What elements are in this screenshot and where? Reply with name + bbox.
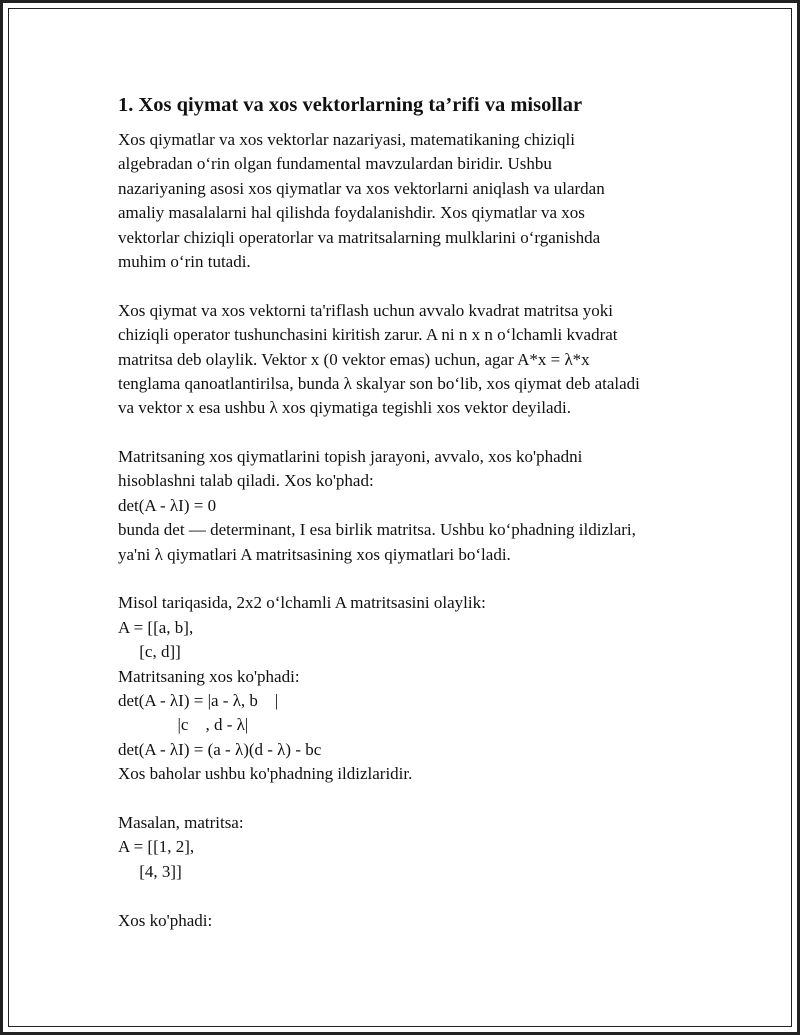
document-content: [118, 92, 698, 933]
paragraph-numeric-example: [118, 811, 698, 884]
text-line: Xos qiymatlar va xos vektorlar nazariyasi, matematikaning chiziqli: [118, 130, 575, 149]
text-line: bunda det — determinant, I esa birlik matritsa. Ushbu ko‘phadning ildizlari,: [118, 520, 636, 540]
paragraph-definition: [118, 299, 698, 421]
formula-line: det(A - λI) = (a - λ)(d - λ) - bc: [118, 739, 322, 759]
matrix-line: A = [[1, 2],: [118, 837, 195, 857]
text-line: Misol tariqasida, 2x2 o‘lchamli A matritsasini olaylik:: [118, 593, 486, 613]
matrix-line: A = [[a, b],: [118, 617, 194, 637]
paragraph-2x2-example: [118, 591, 698, 786]
paragraph-polynomial-label: [118, 909, 698, 933]
text-line: Matritsaning xos qiymatlarini topish jarayoni, avvalo, xos ko'phadni: [118, 447, 583, 467]
matrix-line: [c, d]]: [118, 642, 181, 662]
text-line: hisoblashni talab qiladi. Xos ko'phad:: [118, 471, 374, 491]
text-line: Xos baholar ushbu ko'phadning ildizlaridir.: [118, 764, 413, 784]
section-heading: 1. Xos qiymat va xos vektorlarning ta’rifi va misollar: [118, 94, 583, 116]
text-line: Xos qiymat va xos vektorni ta'riflash uchun avvalo kvadrat matritsa yoki: [118, 300, 614, 320]
text-line: chiziqli operator tushunchasini kiritish zarur. A ni n x n o‘lchamli kvadrat: [118, 325, 618, 345]
text-line: Matritsaning xos ko'phadi:: [118, 666, 300, 686]
text-line: amaliy masalalarni hal qilishda foydalanishdir. Xos qiymatlar va xos: [118, 203, 585, 223]
text-line: vektorlar chiziqli operatorlar va matritsalarning mulklarini o‘rganishda: [118, 227, 601, 247]
text-line: Xos ko'phadi:: [118, 910, 213, 930]
text-line: algebradan o‘rin olgan fundamental mavzulardan biridir. Ushbu: [118, 154, 552, 174]
paragraph-characteristic-polynomial: [118, 445, 698, 567]
text-line: matritsa deb olaylik. Vektor x (0 vektor emas) uchun, agar A*x = λ*x: [118, 349, 590, 369]
text-line: nazariyaning asosi xos qiymatlar va xos vektorlarni aniqlash va ulardan: [118, 178, 605, 198]
matrix-line: [4, 3]]: [118, 861, 182, 881]
formula-line: det(A - λI) = 0: [118, 495, 217, 515]
formula-line: det(A - λI) = |a - λ, b |: [118, 690, 279, 710]
text-line: tenglama qanoatlantirilsa, bunda λ skalyar son bo‘lib, xos qiymat deb ataladi: [118, 373, 640, 393]
text-line: Masalan, matritsa:: [118, 812, 244, 832]
formula-line: |c , d - λ|: [118, 715, 249, 735]
text-line: va vektor x esa ushbu λ xos qiymatiga tegishli xos vektor deyiladi.: [118, 398, 571, 418]
text-line: ya'ni λ qiymatlari A matritsasining xos qiymatlari bo‘ladi.: [118, 544, 511, 564]
text-line: muhim o‘rin tutadi.: [118, 251, 251, 271]
paragraph-introduction: [118, 128, 698, 274]
